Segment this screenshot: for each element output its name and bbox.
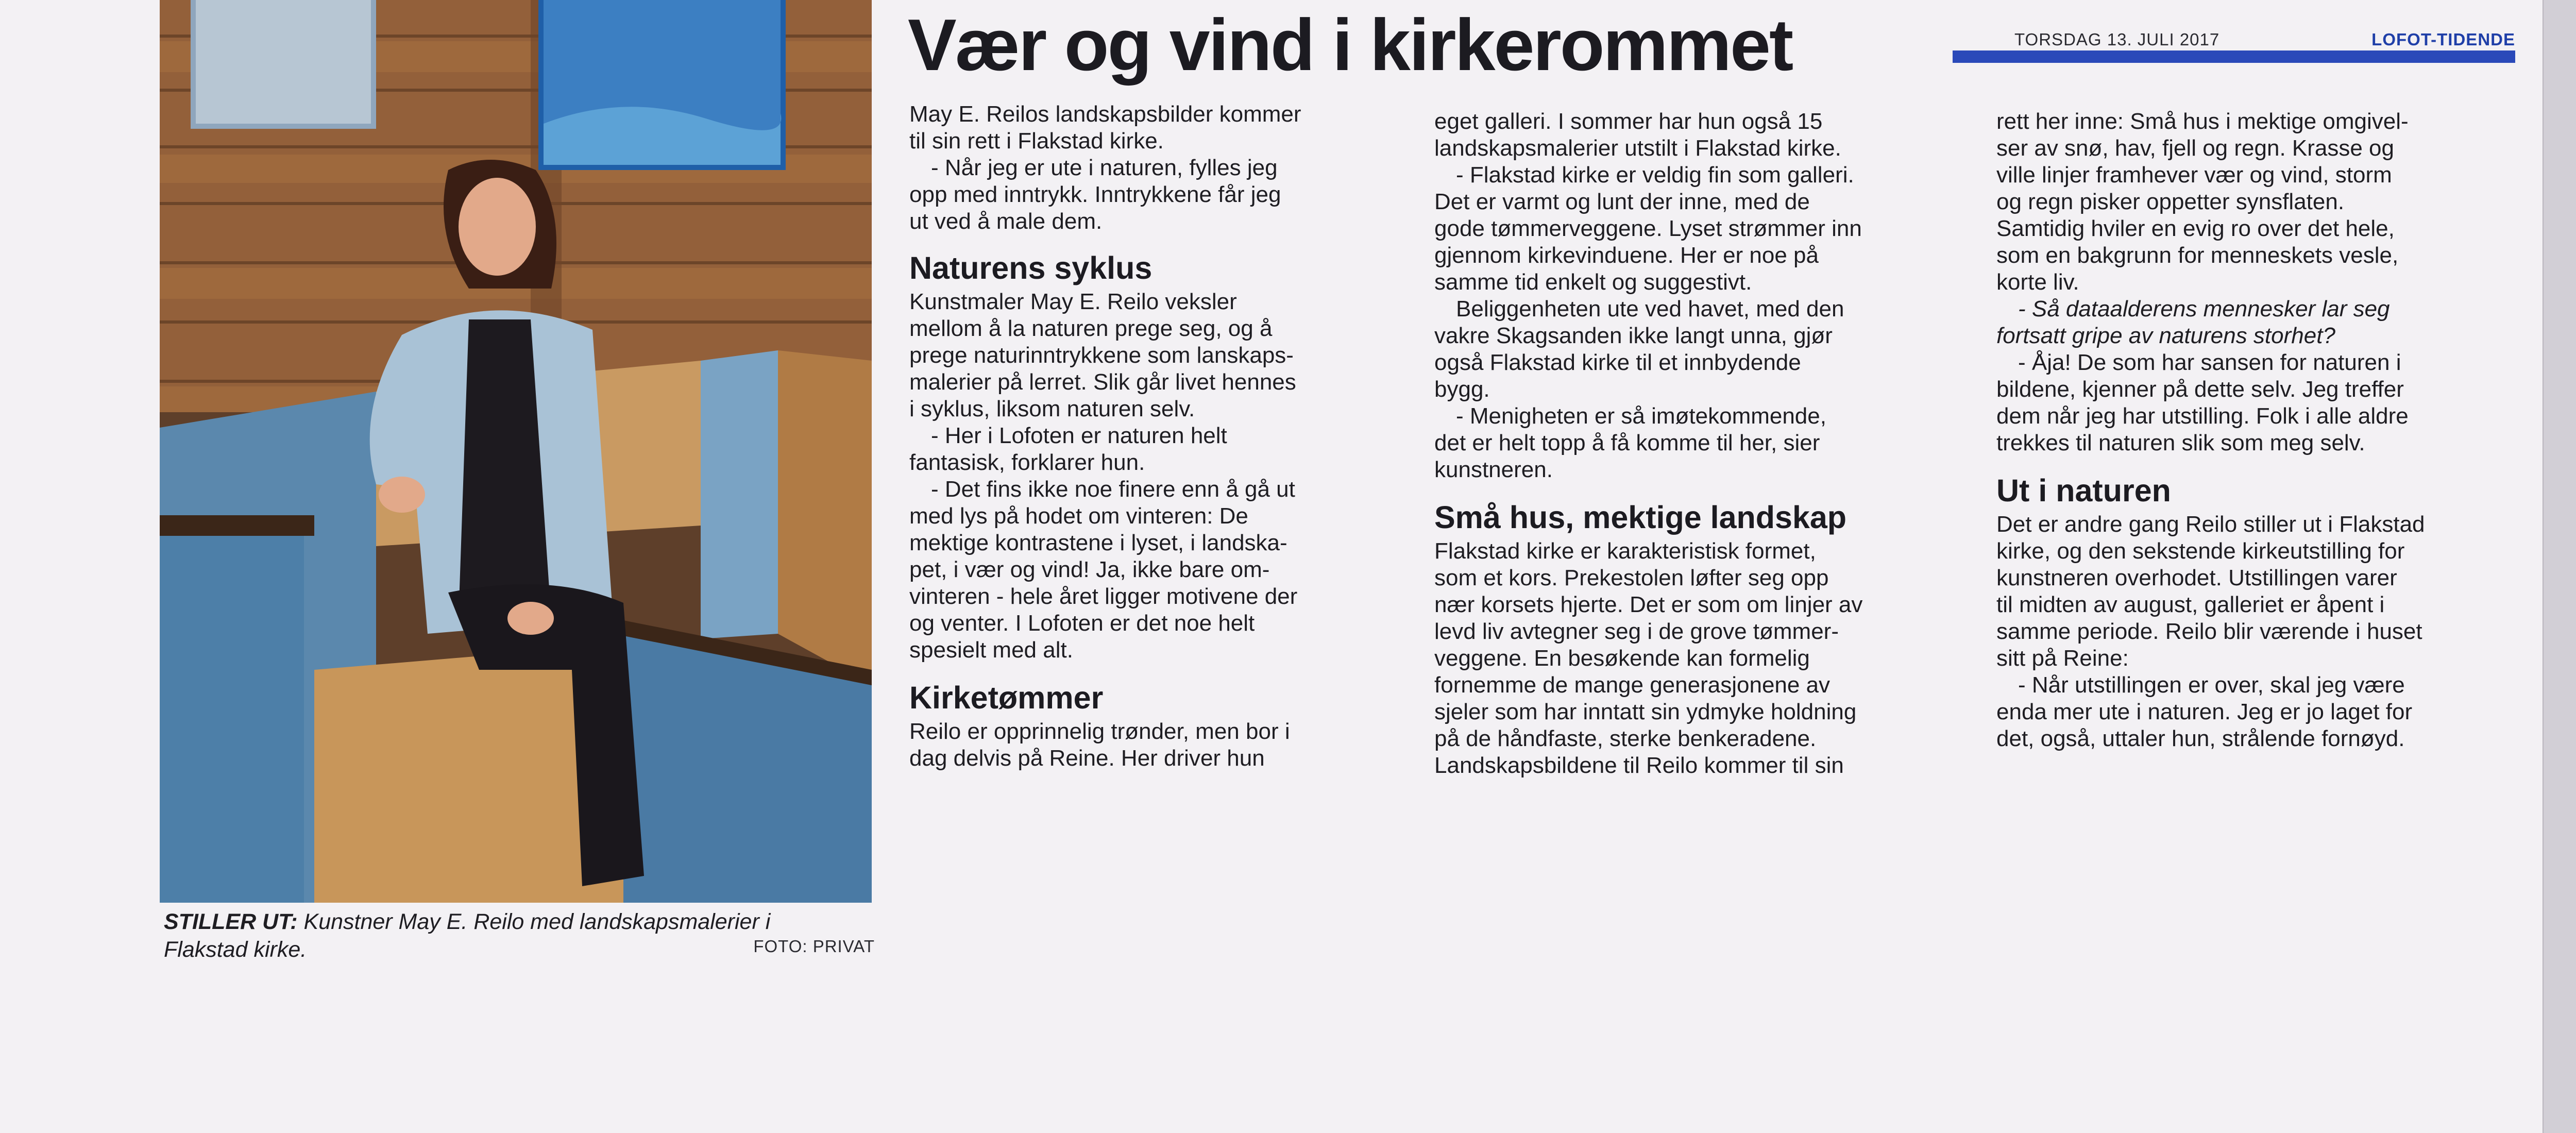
issue-date: TORSDAG 13. JULI 2017: [2014, 30, 2220, 49]
text-line: gjennom kirkevinduene. Her er noe på: [1434, 243, 1819, 268]
article-column-2: [1434, 108, 1952, 779]
text-line: dem når jeg har utstilling. Folk i alle aldre: [1996, 403, 2409, 429]
text-line: gode tømmerveggene. Lyset strømmer inn: [1434, 216, 1862, 241]
masthead-strip: [1953, 27, 2515, 47]
article-column-1: [909, 101, 1419, 772]
newspaper-name: LOFOT-TIDENDE: [2371, 30, 2515, 49]
text-line: ser av snø, hav, fjell og regn. Krasse og: [1996, 136, 2394, 161]
photo-credit: FOTO: PRIVAT: [753, 937, 875, 956]
text-line: sjeler som har inntatt sin ydmyke holdning: [1434, 699, 1857, 724]
text-line: fantasisk, forklarer hun.: [909, 450, 1145, 475]
question-line: fortsatt gripe av naturens storhet?: [1996, 323, 2335, 348]
text-line: med lys på hodet om vinteren: De: [909, 503, 1248, 529]
text-line: Samtidig hviler en evig ro over det hele,: [1996, 216, 2395, 241]
subheading-sma-hus: Små hus, mektige landskap: [1434, 500, 1847, 535]
text-line: levd liv avtegner seg i de grove tømmer-: [1434, 619, 1839, 644]
text-line: Det er andre gang Reilo stiller ut i Flakstad: [1996, 512, 2425, 537]
portrait-photo-icon: [160, 0, 872, 903]
text-line: på de håndfaste, sterke benkeradene.: [1434, 726, 1817, 751]
text-line: ville linjer framhever vær og vind, storm: [1996, 162, 2392, 188]
text-line: May E. Reilos landskapsbilder kommer: [909, 102, 1301, 127]
text-line: - Det fins ikke noe finere enn å gå ut: [931, 477, 1295, 502]
text-line: kunstneren overhodet. Utstillingen varer: [1996, 565, 2397, 590]
subheading-ut-i-naturen: Ut i naturen: [1996, 473, 2171, 508]
text-line: som en bakgrunn for menneskets vesle,: [1996, 243, 2399, 268]
text-line: det er helt topp å få komme til her, sier: [1434, 430, 1820, 455]
question-line: - Så dataalderens mennesker lar seg: [2018, 296, 2390, 322]
text-line: - Åja! De som har sansen for naturen i: [2018, 350, 2401, 375]
page-edge: [2543, 0, 2576, 1133]
text-line: som et kors. Prekestolen løfter seg opp: [1434, 565, 1829, 590]
text-line: bildene, kjenner på dette selv. Jeg treffer: [1996, 377, 2404, 402]
text-line: veggene. En besøkende kan formelig: [1434, 646, 1810, 671]
text-line: og venter. I Lofoten er det noe helt: [909, 611, 1255, 636]
text-line: eget galleri. I sommer har hun også 15: [1434, 109, 1823, 134]
text-line: kunstneren.: [1434, 457, 1553, 482]
text-line: rett her inne: Små hus i mektige omgivel-: [1996, 109, 2409, 134]
text-line: Flakstad kirke er karakteristisk formet,: [1434, 538, 1816, 564]
text-line: opp med inntrykk. Inntrykkene får jeg: [909, 182, 1281, 207]
text-line: - Menigheten er så imøtekommende,: [1456, 403, 1826, 429]
caption-lead: STILLER UT:: [164, 909, 298, 934]
text-line: - Når utstillingen er over, skal jeg være: [2018, 672, 2405, 698]
text-line: også Flakstad kirke til et innbydende: [1434, 350, 1801, 375]
text-line: kirke, og den sekstende kirkeutstilling for: [1996, 538, 2405, 564]
caption-text: Kunstner May E. Reilo med landskapsmalerier i: [297, 909, 771, 934]
text-line: prege naturinntrykkene som lanskaps-: [909, 343, 1294, 368]
subheading-naturens-syklus: Naturens syklus: [909, 250, 1153, 285]
text-line: mellom å la naturen prege seg, og å: [909, 316, 1273, 341]
text-line: nær korsets hjerte. Det er som om linjer av: [1434, 592, 1863, 617]
subheading-kirketommer: Kirketømmer: [909, 680, 1104, 715]
text-line: mektige kontrastene i lyset, i landska-: [909, 530, 1287, 555]
text-line: i syklus, liksom naturen selv.: [909, 396, 1195, 421]
text-line: vinteren - hele året ligger motivene der: [909, 584, 1298, 609]
text-line: til midten av august, galleriet er åpent i: [1996, 592, 2385, 617]
text-line: ut ved å male dem.: [909, 209, 1103, 234]
text-line: - Flakstad kirke er veldig fin som galleri.: [1456, 162, 1854, 188]
article-photo: [160, 0, 872, 903]
text-line: Beliggenheten ute ved havet, med den: [1456, 296, 1844, 322]
accent-bar: [1953, 50, 2515, 63]
text-line: og regn pisker oppetter synsflaten.: [1996, 189, 2345, 214]
text-line: enda mer ute i naturen. Jeg er jo laget for: [1996, 699, 2413, 724]
text-line: pet, i vær og vind! Ja, ikke bare om-: [909, 557, 1270, 582]
text-line: til sin rett i Flakstad kirke.: [909, 128, 1164, 154]
text-line: fornemme de mange generasjonene av: [1434, 672, 1831, 698]
text-line: - Her i Lofoten er naturen helt: [931, 423, 1227, 448]
text-line: Det er varmt og lunt der inne, med de: [1434, 189, 1810, 214]
text-line: sitt på Reine:: [1996, 646, 2129, 671]
text-line: spesielt med alt.: [909, 637, 1073, 663]
text-line: samme periode. Reilo blir værende i huset: [1996, 619, 2422, 644]
text-line: malerier på lerret. Slik går livet hennes: [909, 369, 1296, 395]
text-line: bygg.: [1434, 377, 1490, 402]
text-line: det, også, uttaler hun, strålende fornøyd.: [1996, 726, 2405, 751]
text-line: korte liv.: [1996, 269, 2079, 295]
text-line: - Når jeg er ute i naturen, fylles jeg: [931, 155, 1278, 180]
text-line: Landskapsbildene til Reilo kommer til sin: [1434, 753, 1844, 778]
text-line: Reilo er opprinnelig trønder, men bor i: [909, 719, 1290, 744]
text-line: dag delvis på Reine. Her driver hun: [909, 746, 1265, 771]
text-line: trekkes til naturen slik som meg selv.: [1996, 430, 2365, 455]
text-line: samme tid enkelt og suggestivt.: [1434, 269, 1752, 295]
text-line: landskapsmalerier utstilt i Flakstad kirke.: [1434, 136, 1841, 161]
text-line: Kunstmaler May E. Reilo veksler: [909, 289, 1237, 314]
headline: Vær og vind i kirkerommet: [908, 4, 1792, 86]
article-column-3: [1996, 108, 2517, 752]
caption-line2: Flakstad kirke.: [164, 937, 307, 962]
text-line: vakre Skagsanden ikke langt unna, gjør: [1434, 323, 1833, 348]
